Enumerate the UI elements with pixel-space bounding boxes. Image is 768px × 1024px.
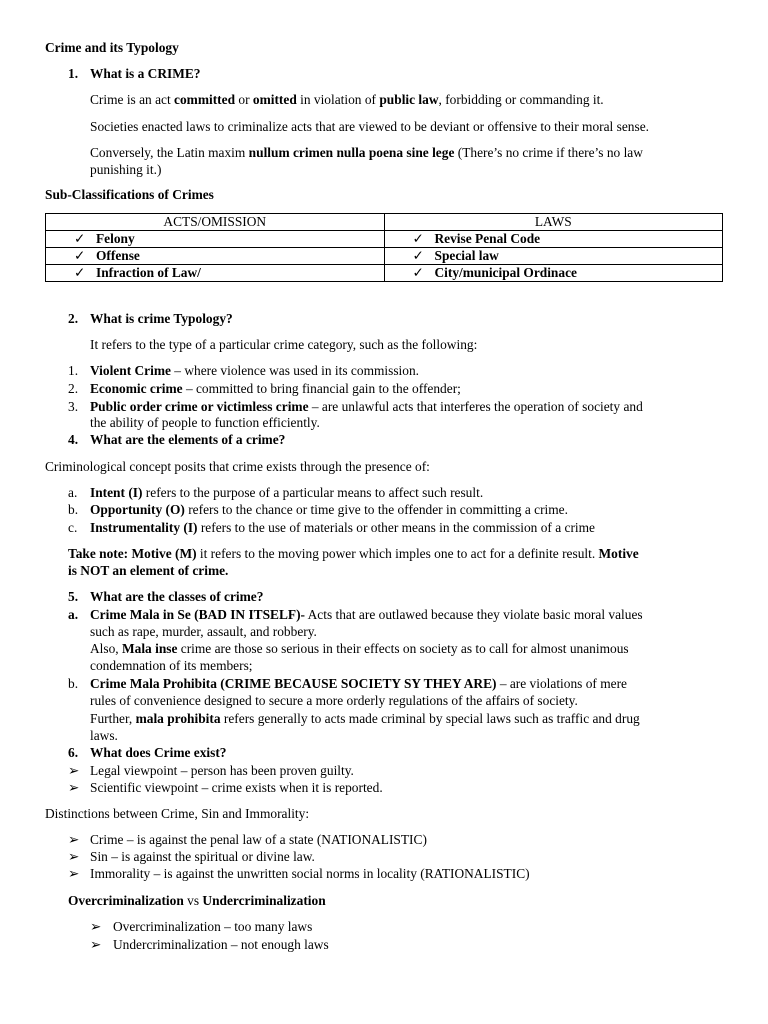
list-item: Crime – is against the penal law of a state (NATIONALISTIC): [90, 832, 427, 847]
list-item-number: 3.: [68, 399, 79, 414]
list-item: Public order crime or victimless crime – are unlawful acts that interferes the operation of society and: [90, 399, 643, 414]
list-item: Immorality – is against the unwritten social norms in locality (RATIONALISTIC): [90, 866, 530, 881]
arrow-bullet-icon: ➢: [68, 849, 80, 864]
class-mala-in-se: Crime Mala in Se (BAD IN ITSELF)- Acts that are outlawed because they violate basic moral values: [90, 607, 643, 622]
arrow-bullet-icon: ➢: [68, 866, 80, 881]
list-item-letter: b.: [68, 676, 79, 691]
q2-number: 2.: [68, 311, 79, 326]
document-title: Crime and its Typology: [45, 40, 179, 55]
table-header-row: [46, 214, 723, 231]
list-item-letter: a.: [68, 607, 79, 622]
list-item-letter: b.: [68, 502, 79, 517]
list-item: Scientific viewpoint – crime exists when it is reported.: [90, 780, 383, 795]
table-cell: ✓ Felony: [46, 231, 385, 248]
class-mala-prohibita-cont: rules of convenience designed to secure a more orderly regulations of the affairs of society.: [90, 693, 578, 708]
table-row: [46, 231, 723, 248]
distinctions-title: Distinctions between Crime, Sin and Immorality:: [45, 806, 310, 821]
table-row: [46, 248, 723, 265]
subclassification-table: [45, 213, 723, 282]
table-cell: ✓ Revise Penal Code: [384, 231, 723, 248]
list-item: Undercriminalization – not enough laws: [113, 937, 329, 952]
q5-heading: What are the classes of crime?: [90, 589, 264, 604]
checkmark-icon: ✓: [412, 231, 424, 246]
table-header: LAWS: [384, 214, 723, 231]
q4-intro: Criminological concept posits that crime exists through the presence of:: [45, 459, 430, 474]
arrow-bullet-icon: ➢: [68, 832, 80, 847]
list-item: Overcriminalization – too many laws: [113, 919, 313, 934]
list-item-cont: the ability of people to function efficiently.: [90, 415, 320, 430]
list-item: Intent (I) refers to the purpose of a particular means to affect such result.: [90, 485, 484, 500]
q6-number: 6.: [68, 745, 79, 760]
checkmark-icon: ✓: [412, 265, 424, 280]
q1-paragraph-3-cont: punishing it.): [90, 162, 162, 177]
q4-heading: What are the elements of a crime?: [90, 432, 286, 447]
class-mala-in-se-cont: condemnation of its members;: [90, 658, 253, 673]
arrow-bullet-icon: ➢: [90, 937, 102, 952]
q1-paragraph-1: Crime is an act committed or omitted in violation of public law, forbidding or commanding it.: [90, 92, 604, 107]
take-note-cont: is NOT an element of crime.: [68, 563, 229, 578]
class-mala-in-se-cont: such as rape, murder, assault, and robbery.: [90, 624, 317, 639]
over-under-heading: Overcriminalization vs Undercriminalization: [68, 893, 326, 908]
list-item: Instrumentality (I) refers to the use of materials or other means in the commission of a crime: [90, 520, 596, 535]
list-item: Opportunity (O) refers to the chance or time give to the offender in committing a crime.: [90, 502, 568, 517]
class-mala-in-se-cont: Also, Mala inse crime are those so serious in their effects on society as to call for almost unanimous: [90, 641, 629, 656]
table-cell: ✓ City/municipal Ordinace: [384, 265, 723, 282]
class-mala-prohibita-cont: Further, mala prohibita refers generally to acts made criminal by special laws such as traffic and drug: [90, 711, 640, 726]
list-item-letter: a.: [68, 485, 78, 500]
class-mala-prohibita: Crime Mala Prohibita (CRIME BECAUSE SOCIETY SY THEY ARE) – are violations of mere: [90, 676, 627, 691]
take-note: Take note: Motive (M) it refers to the moving power which imples one to act for a definite result. Motive: [68, 546, 639, 561]
q5-number: 5.: [68, 589, 79, 604]
q6-heading: What does Crime exist?: [90, 745, 227, 760]
table-header: ACTS/OMISSION: [46, 214, 385, 231]
list-item-letter: c.: [68, 520, 78, 535]
q4-number: 4.: [68, 432, 79, 447]
list-item: Violent Crime – where violence was used in its commission.: [90, 363, 420, 378]
q1-heading: What is a CRIME?: [90, 66, 201, 81]
class-mala-prohibita-cont: laws.: [90, 728, 118, 743]
checkmark-icon: ✓: [412, 248, 424, 263]
checkmark-icon: ✓: [74, 248, 86, 263]
arrow-bullet-icon: ➢: [68, 780, 80, 795]
q2-heading: What is crime Typology?: [90, 311, 233, 326]
q1-number: 1.: [68, 66, 79, 81]
arrow-bullet-icon: ➢: [68, 763, 80, 778]
list-item-number: 2.: [68, 381, 79, 396]
q2-intro: It refers to the type of a particular crime category, such as the following:: [90, 337, 478, 352]
checkmark-icon: ✓: [74, 231, 86, 246]
checkmark-icon: ✓: [74, 265, 86, 280]
table-row: [46, 265, 723, 282]
list-item: Economic crime – committed to bring financial gain to the offender;: [90, 381, 461, 396]
table-cell: ✓ Offense: [46, 248, 385, 265]
q1-paragraph-3: Conversely, the Latin maxim nullum crimen nulla poena sine lege (There’s no crime if there’s no law: [90, 145, 643, 160]
subclass-title: Sub-Classifications of Crimes: [45, 187, 214, 202]
q1-paragraph-2: Societies enacted laws to criminalize acts that are viewed to be deviant or offensive to their moral sense.: [90, 119, 649, 134]
list-item-number: 1.: [68, 363, 79, 378]
list-item: Legal viewpoint – person has been proven guilty.: [90, 763, 354, 778]
arrow-bullet-icon: ➢: [90, 919, 102, 934]
list-item: Sin – is against the spiritual or divine law.: [90, 849, 315, 864]
table-cell: ✓ Infraction of Law/: [46, 265, 385, 282]
table-cell: ✓ Special law: [384, 248, 723, 265]
